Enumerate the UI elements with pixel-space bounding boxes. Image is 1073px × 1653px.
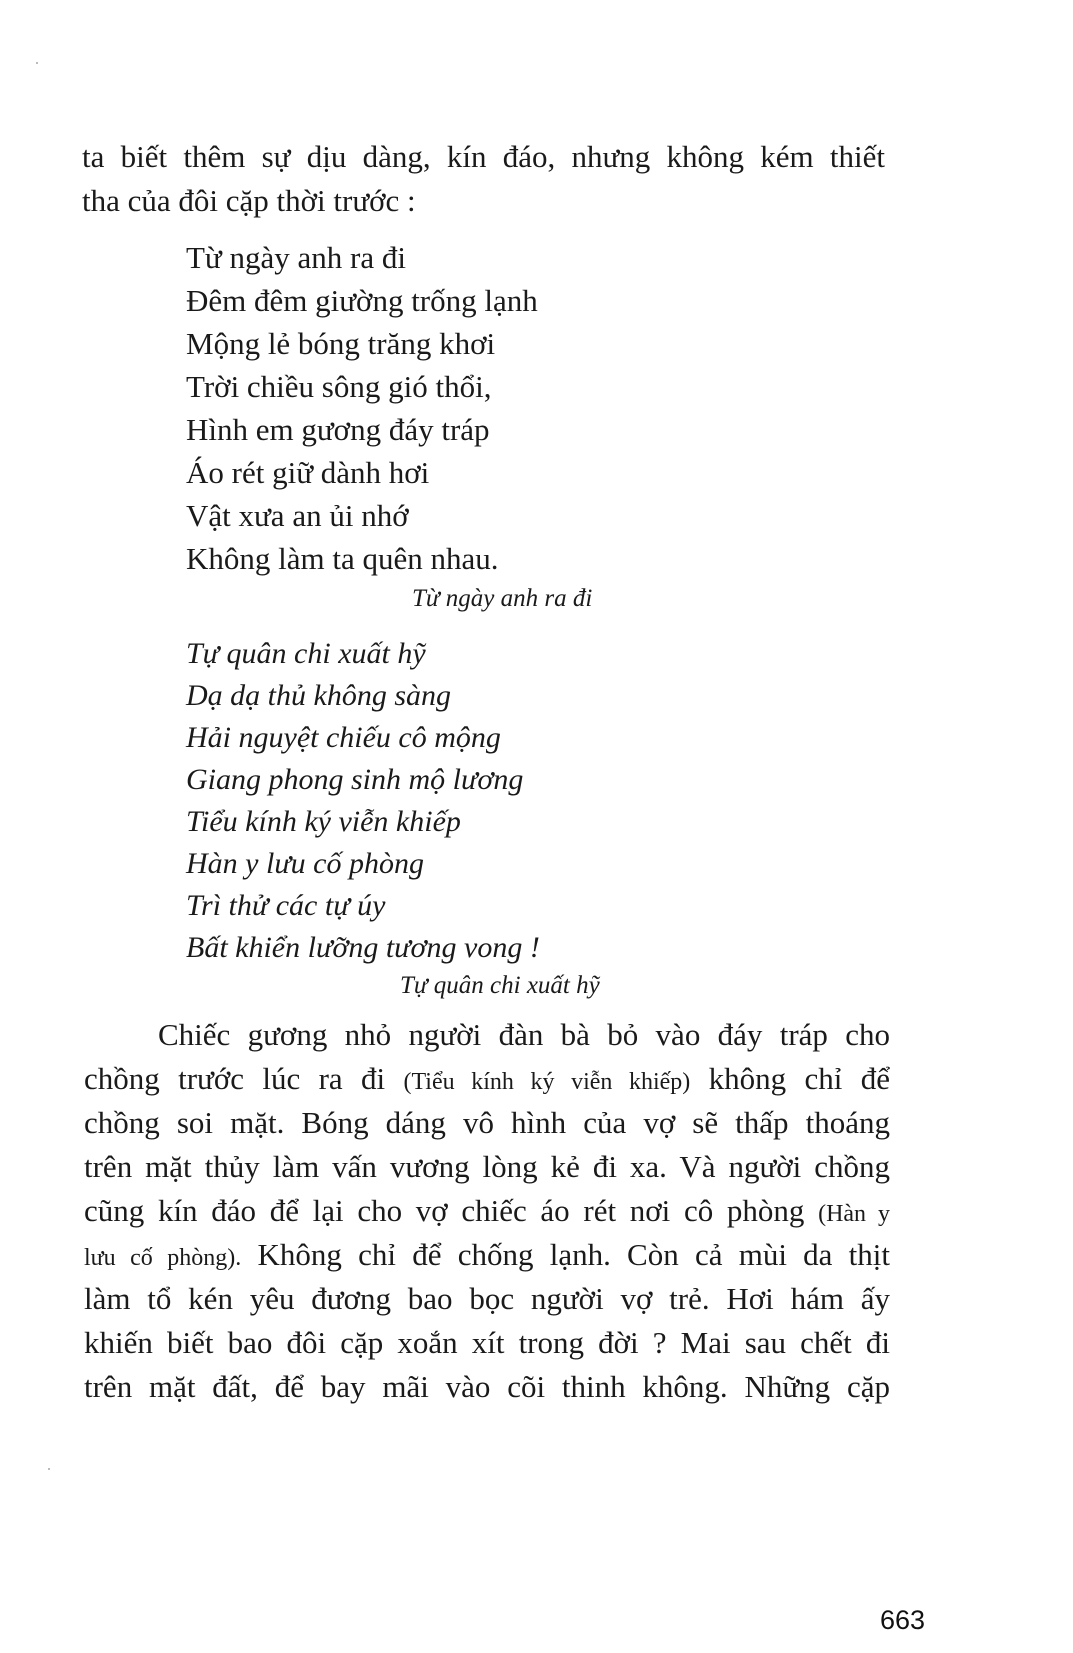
paragraph-line-7: làm tổ kén yêu đương bao bọc người vợ trẻ. Hơi hám ấy [84, 1281, 890, 1316]
paragraph-line-9: trên mặt đất, để bay mãi vào cõi thinh không. Những cặp [84, 1369, 890, 1404]
paragraph-text: chồng trước lúc ra đi [84, 1061, 404, 1096]
poem-vi-attribution: Từ ngày anh ra đi [412, 585, 593, 612]
paragraph-line-6 [84, 1233, 890, 1280]
poem-vi-line: Hình em gương đáy tráp [186, 412, 490, 447]
paragraph-text: Không chỉ để chống lạnh. Còn cả mùi da thịt [241, 1237, 890, 1272]
poem-vi-line: Không làm ta quên nhau. [186, 541, 499, 576]
poem-vi-line: Trời chiều sông gió thổi, [186, 369, 492, 404]
poem-vi-line: Vật xưa an ủi nhớ [186, 498, 409, 533]
intro-line-1: ta biết thêm sự dịu dàng, kín đáo, nhưng không kém thiết [82, 139, 885, 174]
paragraph-citation: lưu cố phòng). [84, 1245, 242, 1271]
scan-speck [36, 62, 38, 64]
poem-han-line: Hải nguyệt chiếu cô mộng [186, 721, 501, 754]
paragraph-text: không chỉ để [690, 1061, 890, 1096]
poem-han-line: Tự quân chi xuất hỹ [186, 637, 426, 670]
intro-line-2: tha của đôi cặp thời trước : [82, 183, 416, 218]
paragraph-citation: (Hàn y [818, 1201, 890, 1227]
scan-speck [48, 1468, 50, 1470]
poem-han-line: Bất khiển lưỡng tương vong ! [186, 931, 540, 964]
page-number: 663 [880, 1605, 926, 1635]
paragraph-line-5 [84, 1189, 890, 1236]
poem-han-attribution: Tự quân chi xuất hỹ [400, 972, 600, 999]
paragraph-line-1: Chiếc gương nhỏ người đàn bà bỏ vào đáy tráp cho [158, 1017, 890, 1052]
poem-vi-line: Mộng lẻ bóng trăng khơi [186, 326, 496, 361]
paragraph-line-4: trên mặt thủy làm vấn vương lòng kẻ đi xa. Và người chồng [84, 1149, 890, 1184]
paragraph-line-3: chồng soi mặt. Bóng dáng vô hình của vợ sẽ thấp thoáng [84, 1105, 890, 1140]
poem-han-line: Hàn y lưu cố phòng [186, 847, 424, 880]
poem-han-line: Tiểu kính ký viễn khiếp [186, 805, 461, 838]
poem-vi-line: Từ ngày anh ra đi [186, 240, 406, 275]
poem-han-line: Trì thử các tự úy [186, 889, 386, 922]
poem-vi-line: Đêm đêm giường trống lạnh [186, 283, 538, 318]
paragraph-line-2 [84, 1057, 890, 1104]
poem-han-line: Giang phong sinh mộ lương [186, 763, 524, 796]
poem-vi-line: Áo rét giữ dành hơi [186, 455, 430, 490]
paragraph-text: cũng kín đáo để lại cho vợ chiếc áo rét nơi cô phòng [84, 1193, 819, 1228]
paragraph-citation: (Tiểu kính ký viễn khiếp) [403, 1069, 691, 1095]
poem-han-line: Dạ dạ thủ không sàng [186, 679, 451, 712]
paragraph-line-8: khiến biết bao đôi cặp xoắn xít trong đời ? Mai sau chết đi [84, 1325, 890, 1360]
